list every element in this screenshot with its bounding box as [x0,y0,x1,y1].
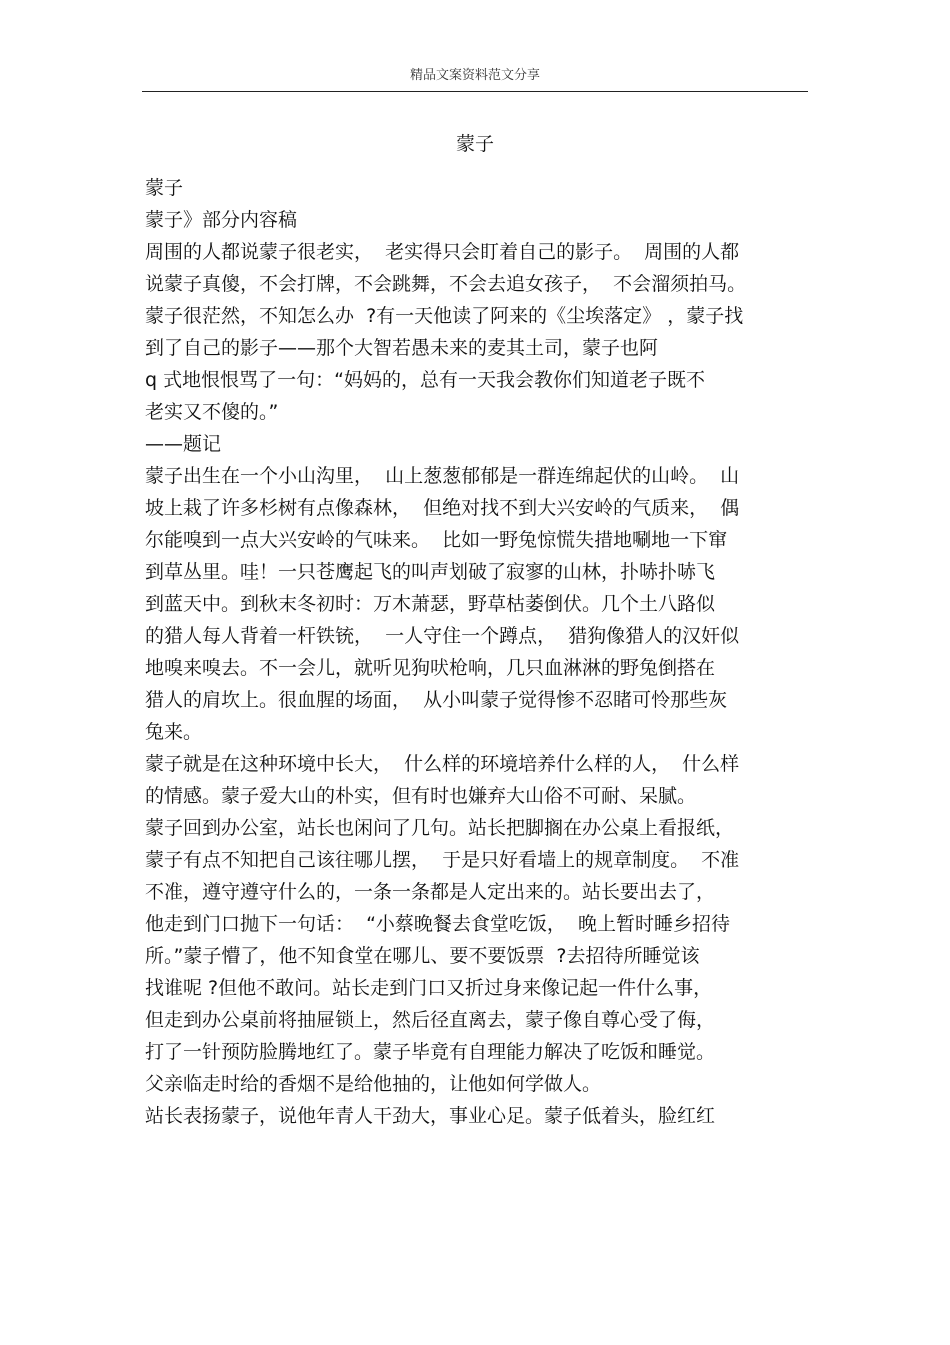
text-line: 蒙子很茫然，不知怎么办 ?有一天他读了阿来的《尘埃落定》 ，蒙子找 [145,305,744,327]
page-header: 精品文案资料范文分享 [409,68,540,83]
text-line: 兔来。 [145,721,203,743]
text-line: 蒙子 [145,177,184,199]
text-line: 的情感。蒙子爱大山的朴实，但有时也嫌弃大山俗不可耐、呆腻。 [145,785,697,807]
text-line: 蒙子回到办公室，站长也闲问了几句。站长把脚搁在办公桌上看报纸， [145,817,735,839]
text-line: 所。”蒙子懵了，他不知食堂在哪儿、要不要饭票 ?去招待所睡觉该 [145,945,700,967]
text-line: 蒙子就是在这种环境中长大， 什么样的环境培养什么样的人， 什么样 [145,753,740,775]
text-line: ——题记 [145,433,222,455]
text-line: 尔能嗅到一点大兴安岭的气味来。 比如一野兔惊慌失措地唰地一下窜 [145,529,728,551]
text-line: 说蒙子真傻，不会打牌，不会跳舞，不会去追女孩子， 不会溜须拍马。 [145,273,747,295]
text-line: 到草丛里。哇！一只苍鹰起飞的叫声划破了寂寥的山林，扑哧扑哧飞 [145,561,716,583]
text-line: 但走到办公桌前将抽屉锁上，然后径直离去，蒙子像自尊心受了侮， [145,1009,716,1031]
text-line: 周围的人都说蒙子很老实， 老实得只会盯着自己的影子。 周围的人都 [145,241,740,263]
text-line: 到蓝天中。到秋末冬初时：万木萧瑟，野草枯萎倒伏。几个土八路似 [145,593,716,615]
text-line: 猎人的肩坎上。很血腥的场面， 从小叫蒙子觉得惨不忍睹可怜那些灰 [145,689,728,711]
text-line: 老实又不傻的。” [145,401,279,423]
text-line: q 式地恨恨骂了一句：“妈妈的，总有一天我会教你们知道老子既不 [145,369,705,391]
text-line: 蒙子有点不知把自己该往哪儿摆， 于是只好看墙上的规章制度。 不准 [145,849,740,871]
text-line: 坡上栽了许多杉树有点像森林， 但绝对找不到大兴安岭的气质来， 偶 [145,497,740,519]
text-line: 打了一针预防脸腾地红了。蒙子毕竟有自理能力解决了吃饭和睡觉。 [145,1041,716,1063]
text-line: 他走到门口抛下一句话： “小蔡晚餐去食堂吃饭， 晚上暂时睡乡招待 [145,913,731,935]
text-line: 父亲临走时给的香烟不是给他抽的，让他如何学做人。 [145,1073,602,1095]
text-line: 的猎人每人背着一杆铁铳， 一人守住一个蹲点， 猎狗像猎人的汉奸似 [145,625,740,647]
text-line: 蒙子出生在一个小山沟里， 山上葱葱郁郁是一群连绵起伏的山岭。 山 [145,465,740,487]
text-line: 站长表扬蒙子，说他年青人干劲大，事业心足。蒙子低着头，脸红红 [145,1105,716,1127]
text-line: 蒙子》部分内容稿 [145,209,298,231]
document-body [145,172,810,1132]
text-line: 不准，遵守遵守什么的，一条一条都是人定出来的。站长要出去了， [145,881,716,903]
header-divider [142,91,808,92]
document-title: 蒙子 [455,133,494,155]
text-line: 到了自己的影子——那个大智若愚未来的麦其土司，蒙子也阿 [145,337,659,359]
text-line: 地嗅来嗅去。不一会儿，就听见狗吠枪响，几只血淋淋的野兔倒搭在 [145,657,716,679]
text-line: 找谁呢 ?但他不敢问。站长走到门口又折过身来像记起一件什么事， [145,977,713,999]
